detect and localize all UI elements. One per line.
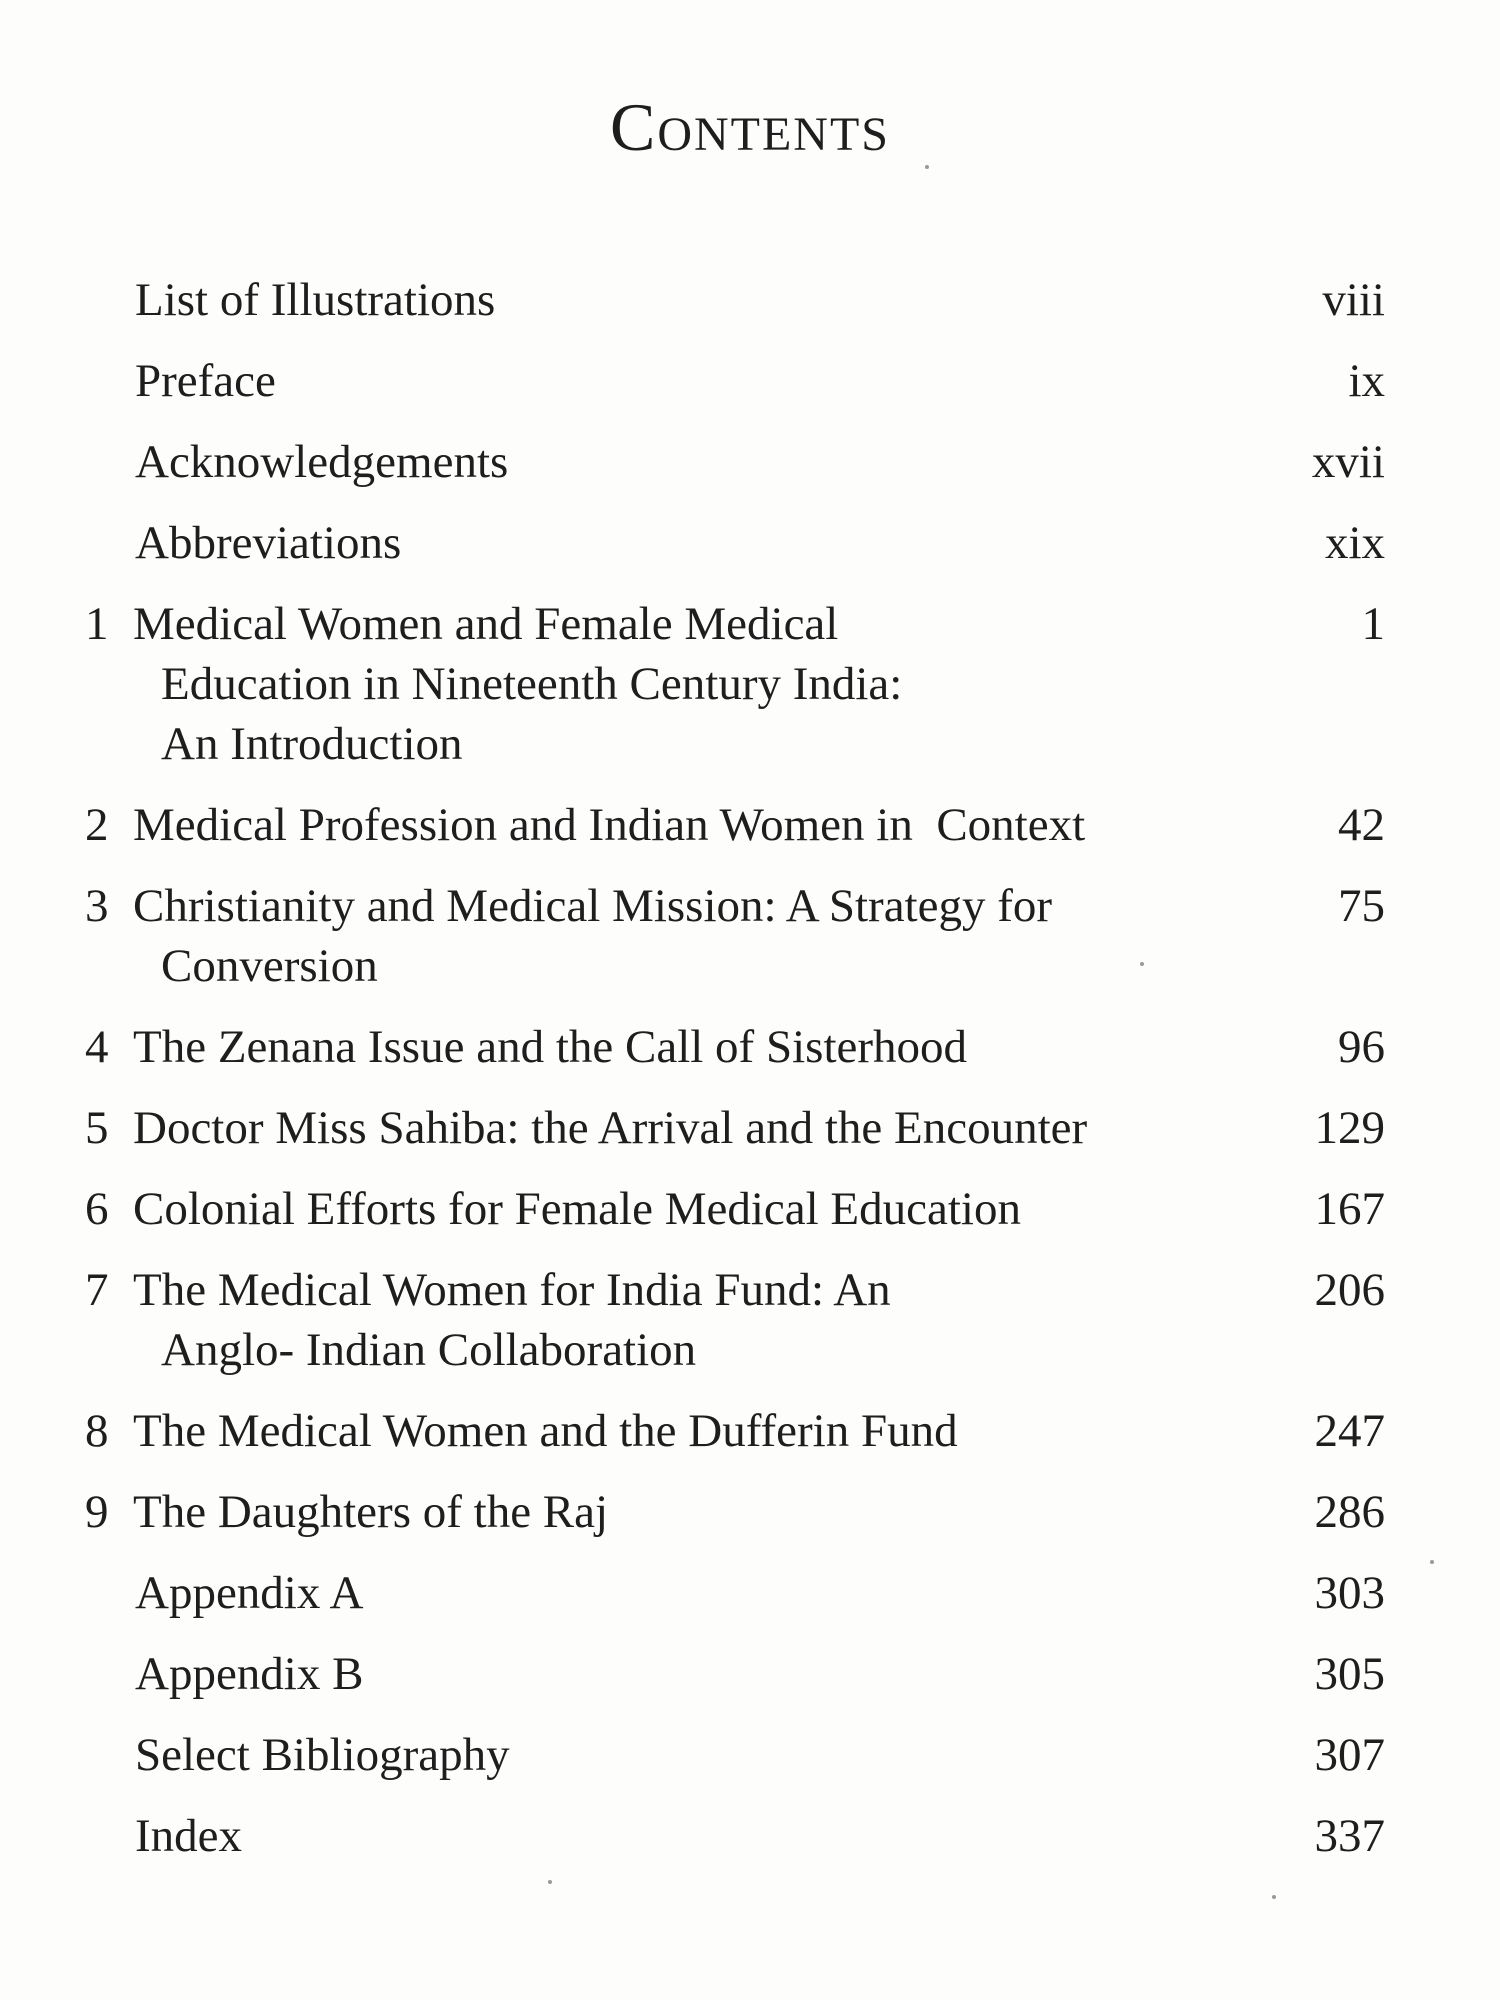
print-speck [925,165,929,169]
toc-page-number: 286 [1314,1486,1385,1538]
toc-entry-acknowledgements [85,432,1385,513]
chapter-title-line: Education in Nineteenth Century India: [161,658,903,710]
chapter-number: 5 [85,1102,109,1154]
chapter-number: 3 [85,880,109,932]
toc-entry-title: Appendix B [135,1648,364,1700]
chapter-title-line: Medical Profession and Indian Women in Context [133,799,1086,851]
chapter-number: 8 [85,1405,109,1457]
toc-entry-title: Preface [135,355,276,407]
toc-entry-preface [85,351,1385,432]
chapter-title-line: An Introduction [161,718,463,770]
print-speck [548,1880,552,1884]
chapter-title-line: Doctor Miss Sahiba: the Arrival and the Encounter [133,1102,1088,1154]
toc-page-number: 42 [1338,799,1385,851]
toc-page-number: 75 [1338,880,1385,932]
chapter-title-line: Medical Women and Female Medical [133,598,839,650]
toc-page-number: 206 [1314,1264,1385,1316]
chapter-title-line: Colonial Efforts for Female Medical Education [133,1183,1021,1235]
toc-entry-appendix-b [85,1644,1385,1725]
toc-entry-select-bibliography [85,1725,1385,1806]
toc-page-number: 247 [1314,1405,1385,1457]
toc-entry-title: Appendix A [135,1567,364,1619]
chapter-number: 9 [85,1486,109,1538]
toc-page-number: xvii [1311,436,1385,488]
toc-entry-title: Index [135,1810,243,1862]
toc-page-number: xix [1324,517,1385,569]
toc-chapter-3 [85,876,1385,1017]
toc-entry-title: Abbreviations [135,517,402,569]
toc-page-number: 167 [1314,1183,1385,1235]
toc-entry-title: List of Illustrations [135,274,496,326]
toc-chapter-1 [85,594,1385,795]
toc-chapter-2 [85,795,1385,876]
toc-entry-index [85,1806,1385,1887]
toc-page-number: 129 [1314,1102,1385,1154]
chapter-title-line: Anglo- Indian Collaboration [161,1324,697,1376]
toc-page-number: 337 [1314,1810,1385,1862]
toc-entry-list-of-illustrations [85,270,1385,351]
table-of-contents [85,270,1385,1887]
print-speck [1140,962,1144,966]
chapter-number: 1 [85,598,109,650]
chapter-title-line: The Zenana Issue and the Call of Sisterhood [133,1021,968,1073]
chapter-title-line: Conversion [161,940,378,992]
toc-entry-abbreviations [85,513,1385,594]
toc-chapter-4 [85,1017,1385,1098]
page-title: Contents [609,89,890,165]
toc-chapter-6 [85,1179,1385,1260]
toc-page-number: 305 [1314,1648,1385,1700]
chapter-number: 2 [85,799,109,851]
toc-chapter-5 [85,1098,1385,1179]
chapter-title-line: The Medical Women for India Fund: An [133,1264,891,1316]
chapter-number: 7 [85,1264,109,1316]
toc-chapter-9 [85,1482,1385,1563]
toc-page-number: 96 [1338,1021,1385,1073]
print-speck [1430,1560,1434,1564]
toc-entry-appendix-a [85,1563,1385,1644]
toc-page-number: 303 [1314,1567,1385,1619]
toc-page-number: 307 [1314,1729,1385,1781]
chapter-title-line: Christianity and Medical Mission: A Strategy for [133,880,1053,932]
toc-chapter-7 [85,1260,1385,1401]
chapter-number: 4 [85,1021,109,1073]
toc-entry-title: Select Bibliography [135,1729,510,1781]
toc-page-number: viii [1322,274,1385,326]
toc-chapter-8 [85,1401,1385,1482]
chapter-title-line: The Daughters of the Raj [133,1486,609,1538]
chapter-number: 6 [85,1183,109,1235]
print-speck [1272,1895,1276,1899]
toc-entry-title: Acknowledgements [135,436,509,488]
toc-page-number: 1 [1361,598,1385,650]
chapter-title-line: The Medical Women and the Dufferin Fund [133,1405,958,1457]
toc-page-number: ix [1348,355,1385,407]
